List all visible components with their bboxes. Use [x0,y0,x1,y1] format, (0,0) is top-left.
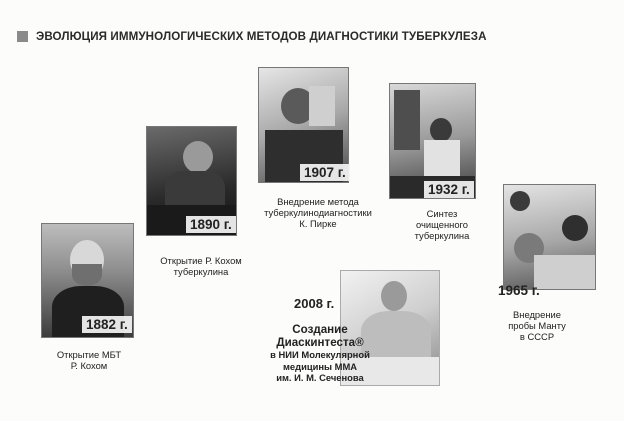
caption-1932 [403,208,481,242]
caption-1907-line-3: К. Пирке [299,218,337,230]
caption-1882-line-2: Р. Кохом [70,360,108,372]
caption-1907 [258,196,378,230]
photo-1965-mantoux-test [503,184,596,290]
caption-1965-line-3: в СССР [519,331,555,343]
caption-1932-line-3: туберкулина [414,230,470,242]
year-label-1965: 1965 г. [498,283,540,298]
caption-1907-line-2: туберкулинодиагностики [264,207,372,219]
caption-1965 [497,309,577,343]
header-square-icon [17,31,28,42]
year-label-1890: 1890 г. [186,216,236,233]
caption-1890 [146,255,256,277]
caption-2008-line-2: Диаскинтеста® [276,336,364,350]
caption-1890-line-2: туберкулина [173,266,229,278]
caption-2008-line-5: им. И. М. Сеченова [276,371,364,383]
caption-1965-line-2: пробы Манту [508,320,566,332]
caption-2008 [248,323,392,383]
caption-1882-line-1: Открытие МБТ [56,349,122,360]
year-label-1882: 1882 г. [82,316,132,333]
diagram-title: ЭВОЛЮЦИЯ ИММУНОЛОГИЧЕСКИХ МЕТОДОВ ДИАГНОСТИКИ ТУБЕРКУЛЕЗА [36,29,487,43]
caption-2008-line-1: Создание [292,323,348,336]
caption-1932-line-2: очищенного [416,219,468,231]
caption-1882 [44,349,134,371]
caption-2008-line-3: в НИИ Молекулярной [270,349,370,361]
caption-1965-line-1: Внедрение [513,309,561,320]
year-label-2008: 2008 г. [294,296,335,311]
caption-2008-line-4: медицины ММА [282,360,358,372]
diagram-header [17,29,487,43]
caption-1890-line-1: Открытие Р. Кохом [160,255,242,266]
caption-1932-line-1: Синтез [426,208,458,219]
caption-1907-line-1: Внедрение метода [277,196,359,207]
year-label-1907: 1907 г. [300,164,350,181]
year-label-1932: 1932 г. [424,181,474,198]
